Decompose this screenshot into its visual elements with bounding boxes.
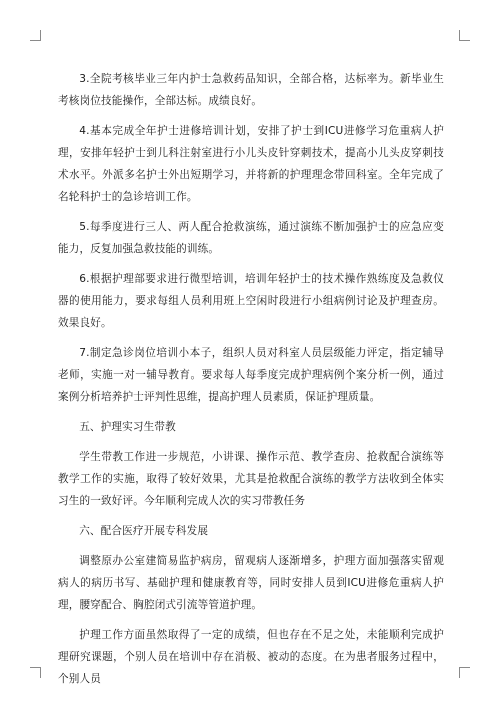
crop-mark-bottom-left (30, 667, 41, 678)
paragraph-item-4: 4.基本完成全年护士进修培训计划，安排了护士到ICU进修学习危重病人护理，安排年轻护士到儿科注射室进行小儿头皮针穿刺技术，提高小儿头皮穿刺技术水平。外派多名护士外出短期学习，并将新的护理理念带回科室。全年完成了名轮科护士的急诊培训工作。 (58, 125, 444, 203)
paragraph-item-6: 6.根据护理部要求进行微型培训，培训年轻护士的技术操作熟练度及急救仪器的使用能力，要求每组人员利用班上空闲时段进行小组病例讨论及护理查房。效果良好。 (58, 273, 444, 329)
crop-mark-bottom-right (459, 667, 470, 678)
paragraph-shortcomings: 护理工作方面虽然取得了一定的成绩，但也存在不足之处，未能顺利完成护理研究课题，个别人员在培训中存在消极、被动的态度。在为患者服务过程中，个别人员 (58, 629, 444, 685)
paragraph-item-3: 3.全院考核毕业三年内护士急救药品知识，全部合格，达标率为。新毕业生考核岗位技能操作，全部达标。成绩良好。 (58, 73, 444, 107)
paragraph-item-7: 7.制定急诊岗位培训小本子，组织人员对科室人员层级能力评定，指定辅导老师，实施一对一辅导教育。要求每人每季度完成护理病例个案分析一例，通过案例分析培养护士评判性思维，提高护理人员素质，保证护理质量。 (58, 347, 444, 403)
paragraph-intern-teaching: 学生带教工作进一步规范，小讲课、操作示范、教学查房、抢救配合演练等教学工作的实施，取得了较好效果，尤其是抢救配合演练的教学方法收到全体实习生的一致好评。今年顺利完成人次的实习带教任务 (58, 451, 444, 507)
paragraph-item-5: 5.每季度进行三人、两人配合抢救演练，通过演练不断加强护士的应急应变能力，反复加强急救技能的训练。 (58, 221, 444, 255)
section-heading-6: 六、配合医疗开展专科发展 (79, 525, 209, 537)
paragraph-specialty-development: 调整原办公室建简易监护病房，留观病人逐渐增多，护理方面加强落实留观病人的病历书写、基础护理和健康教育等，同时安排人员到ICU进修危重病人护理，腰穿配合、胸腔闭式引流等管道护理。 (58, 555, 444, 611)
crop-mark-top-right (459, 30, 470, 41)
section-heading-5: 五、护理实习生带教 (79, 421, 176, 433)
document-body (58, 68, 444, 690)
crop-mark-top-left (30, 30, 41, 41)
